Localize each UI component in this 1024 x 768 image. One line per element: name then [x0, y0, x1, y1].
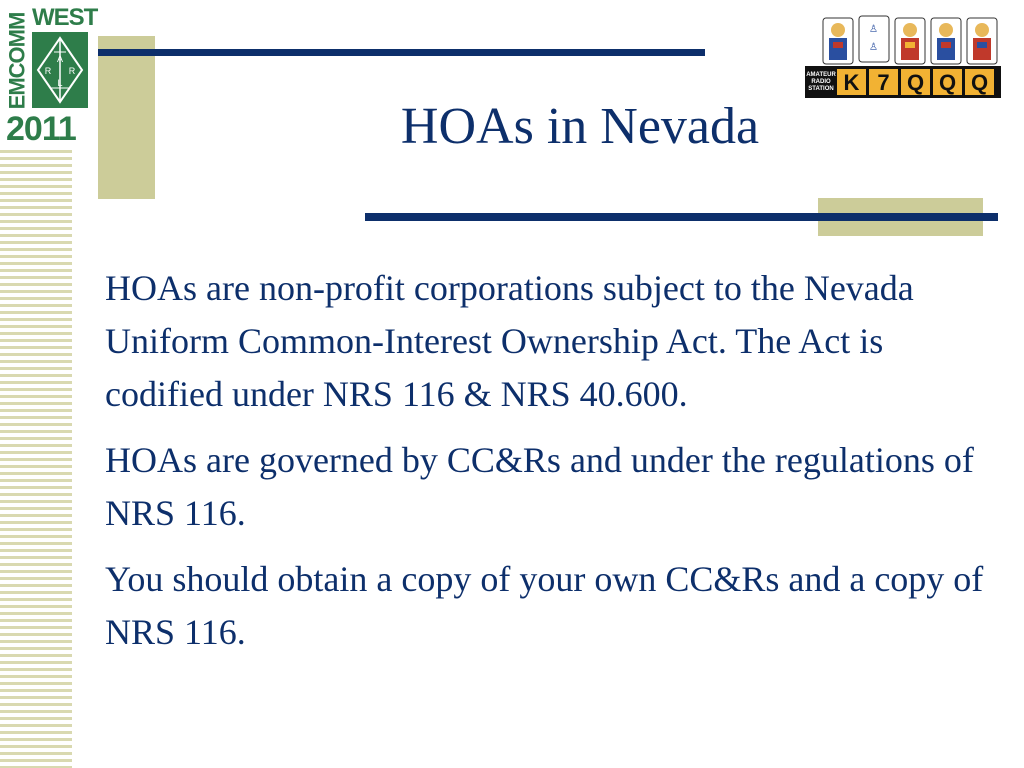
station-label: AMATEUR RADIO STATION — [806, 71, 836, 92]
callsign-char: 7 — [869, 69, 898, 95]
callsign-plate — [805, 66, 1001, 98]
slide-title: HOAs in Nevada — [400, 98, 760, 155]
callsign — [837, 69, 994, 95]
callsign-char: Q — [901, 69, 930, 95]
svg-text:R: R — [44, 66, 52, 76]
arrl-diamond-icon — [32, 32, 88, 108]
body-paragraph-3: You should obtain a copy of your own CC&Rs and a copy of NRS 116. — [105, 559, 984, 652]
svg-text:A: A — [56, 54, 64, 64]
title-tan-block-left — [98, 36, 155, 199]
k7qqq-logo — [805, 14, 1001, 98]
svg-text:♙: ♙ — [869, 24, 878, 35]
body-paragraph-2: HOAs are governed by CC&Rs and under the regulations of NRS 116. — [105, 440, 974, 533]
body-paragraph-1: HOAs are non-profit corporations subject to the Nevada Uniform Common-Interest Ownership Act. The Act is codified under NRS 116 & NRS 40.600. — [105, 268, 914, 414]
title-rule-top — [98, 49, 705, 56]
callsign-char: Q — [965, 69, 994, 95]
svg-text:R: R — [68, 66, 76, 76]
title-rule-bottom — [365, 213, 998, 221]
emcomm-west-logo — [2, 4, 98, 148]
svg-text:♙: ♙ — [869, 42, 878, 53]
logo-year-text: 2011 — [6, 110, 76, 148]
slide-body — [105, 262, 995, 672]
playing-cards-icon — [819, 14, 1001, 66]
callsign-char: Q — [933, 69, 962, 95]
emcomm-vertical-text: EMCOMM — [4, 12, 29, 110]
left-stripe-decoration — [0, 150, 72, 768]
callsign-char: K — [837, 69, 866, 95]
svg-text:L: L — [57, 78, 63, 88]
logo-west-text: WEST — [32, 4, 98, 31]
